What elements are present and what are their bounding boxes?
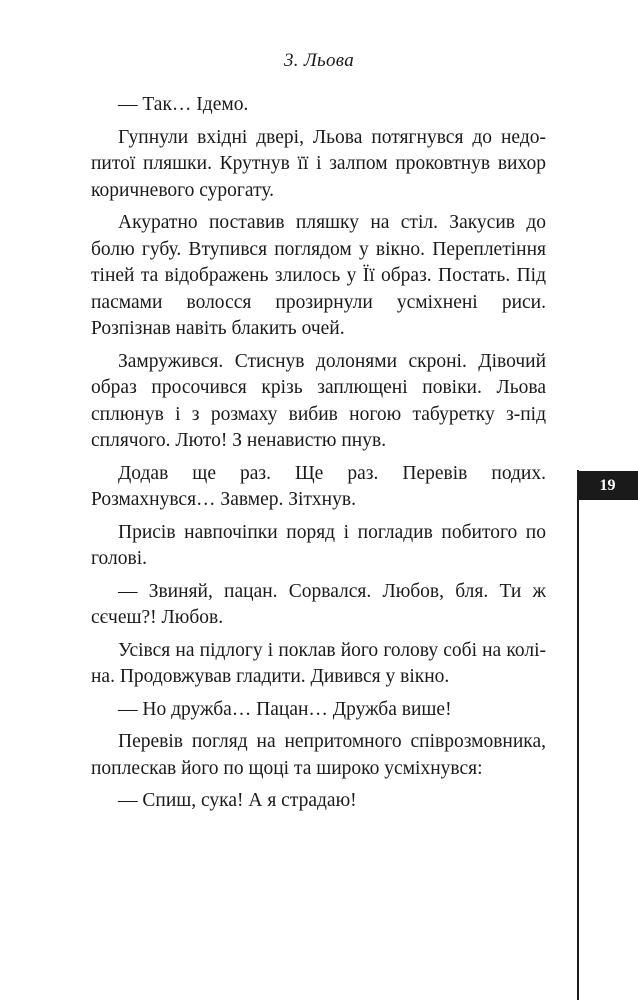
paragraph: Перевів погляд на непритомного співрозмовника, поплескав його по щоці та широко усміхнувся: — [91, 731, 546, 779]
paragraph: — Так… Ідемо. — [118, 94, 249, 115]
paragraph: Додав ще раз. Ще раз. Перевів подих. Розмахнувся… Завмер. Зітхнув. — [91, 462, 546, 510]
paragraph: Замружився. Стиснув долонями скроні. Дівочий образ просочився крізь заплющені повіки. Льова сплюнув і з розмаху вибив ногою табуретку з-під сплячого. Люто! З ненавистю пнув. — [91, 350, 546, 451]
paragraph: Гупнули вхідні двері, Льова потягнувся до недопитої пляшки. Крутнув її і залпом проковтнув вихор коричневого сурогату. — [91, 126, 546, 201]
paragraph: Акуратно поставив пляшку на стіл. Закусив до болю губу. Втупився поглядом у вікно. Переплетіння тіней та відображень злилось у Її образ. Постать. Під пасмами волосся прозирнули усміхнені риси. Розпізнав навіть блакить очей. — [91, 212, 546, 339]
paragraph: Присів навпочіпки поряд і погладив побитого по голові. — [91, 521, 546, 569]
running-head: 3. Льова — [283, 50, 355, 71]
paragraph: — Спиш, сука! А я страдаю! — [118, 790, 357, 811]
margin-rule — [577, 470, 579, 1000]
page-number: 19 — [577, 471, 638, 500]
paragraph: Усівся на підлогу і поклав його голову собі на коліна. Продовжував гладити. Дивився у вікно. — [91, 639, 546, 687]
body-text — [91, 92, 546, 815]
paragraph: — Звиняй, пацан. Сорвался. Любов, бля. Ти ж сєчеш?! Любов. — [91, 580, 546, 628]
paragraph: — Но дружба… Пацан… Дружба више! — [118, 698, 452, 720]
